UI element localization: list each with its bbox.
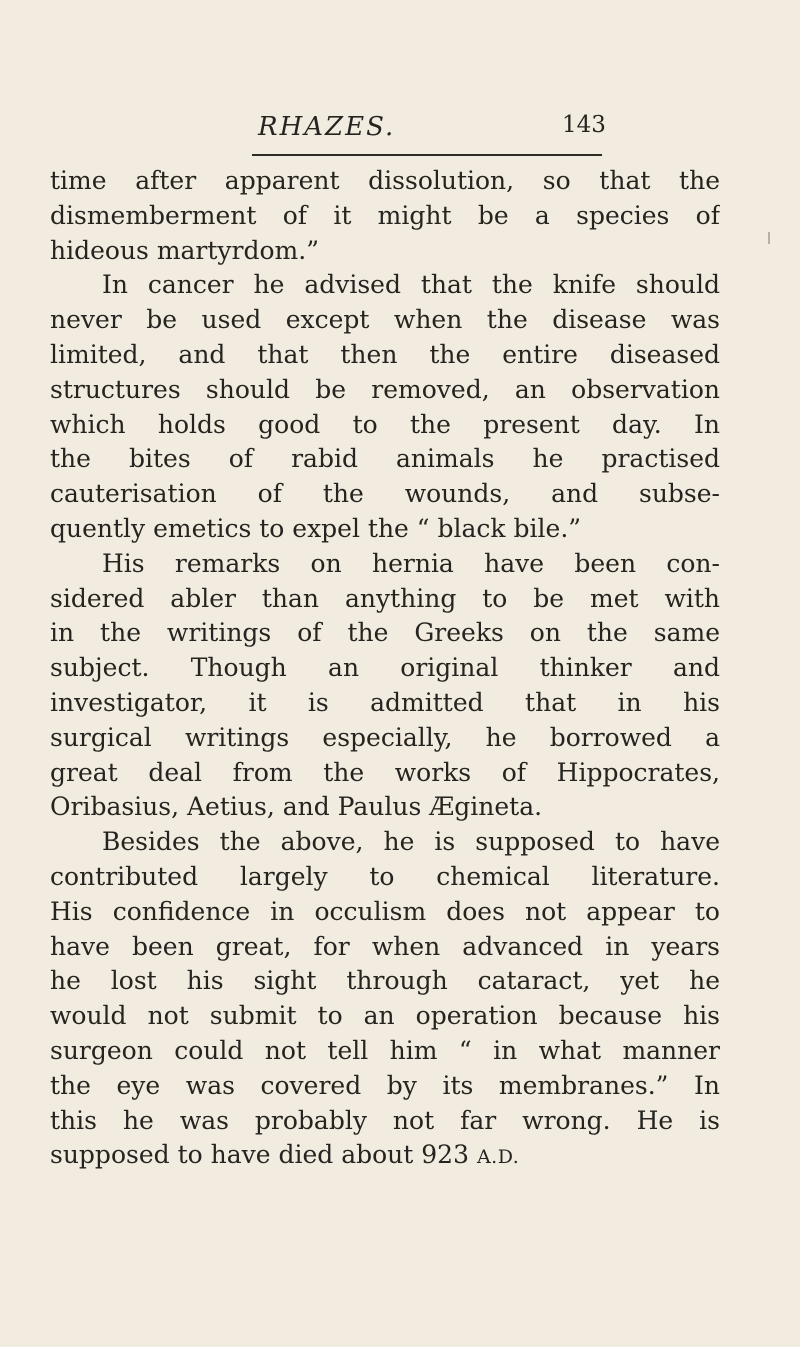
text-line: limited, and that then the entire diseased: [50, 339, 720, 369]
text-line-final: [50, 1138, 720, 1173]
text-line: contributed largely to chemical literature.: [50, 861, 720, 891]
text-line: dismemberment of it might be a species of: [50, 200, 720, 230]
text-line: in the writings of the Greeks on the same: [50, 618, 720, 648]
text-line: surgeon could not tell him “ in what manner: [50, 1035, 720, 1065]
text-line: Oribasius, Aetius, and Paulus Ægineta.: [50, 792, 543, 822]
text-line: which holds good to the present day. In: [50, 409, 720, 439]
text-line: he lost his sight through cataract, yet he: [50, 966, 720, 996]
running-head: [0, 112, 800, 142]
text-line: time after apparent dissolution, so that the: [50, 166, 720, 195]
text-line: would not submit to an operation because his: [50, 1001, 720, 1031]
text-line: great deal from the works of Hippocrates,: [50, 757, 720, 787]
margin-mark: [768, 232, 770, 244]
text-line: this he was probably not far wrong. He is: [50, 1105, 720, 1135]
text-line: In cancer he advised that the knife should: [102, 270, 720, 300]
text-line: subject. Though an original thinker and: [50, 653, 720, 683]
text-line: surgical writings especially, he borrowed a: [50, 722, 720, 752]
text-line: hideous martyrdom.”: [50, 235, 319, 265]
page-number: 143: [562, 112, 606, 138]
text-line: structures should be removed, an observation: [50, 374, 720, 404]
text-line: the eye was covered by its membranes.” In: [50, 1070, 720, 1100]
text-line: His remarks on hernia have been con-: [102, 548, 720, 578]
header-rule: [252, 154, 602, 156]
body-text: [50, 164, 720, 1173]
text-line: sidered abler than anything to be met with: [50, 583, 720, 613]
text-line: quently emetics to expel the “ black bile.”: [50, 513, 582, 543]
text-line: Besides the above, he is supposed to have: [102, 827, 720, 857]
text-line: His confidence in occulism does not appear to: [50, 896, 720, 926]
final-line-text: supposed to have died about 923: [50, 1140, 477, 1170]
era-abbreviation: A.D.: [476, 1146, 520, 1169]
running-title: RHAZES.: [258, 112, 396, 142]
text-line: the bites of rabid animals he practised: [50, 444, 720, 474]
text-line: cauterisation of the wounds, and subse-: [50, 479, 720, 509]
text-line: investigator, it is admitted that in his: [50, 687, 720, 717]
text-line: never be used except when the disease was: [50, 305, 720, 335]
text-line: have been great, for when advanced in years: [50, 931, 720, 961]
